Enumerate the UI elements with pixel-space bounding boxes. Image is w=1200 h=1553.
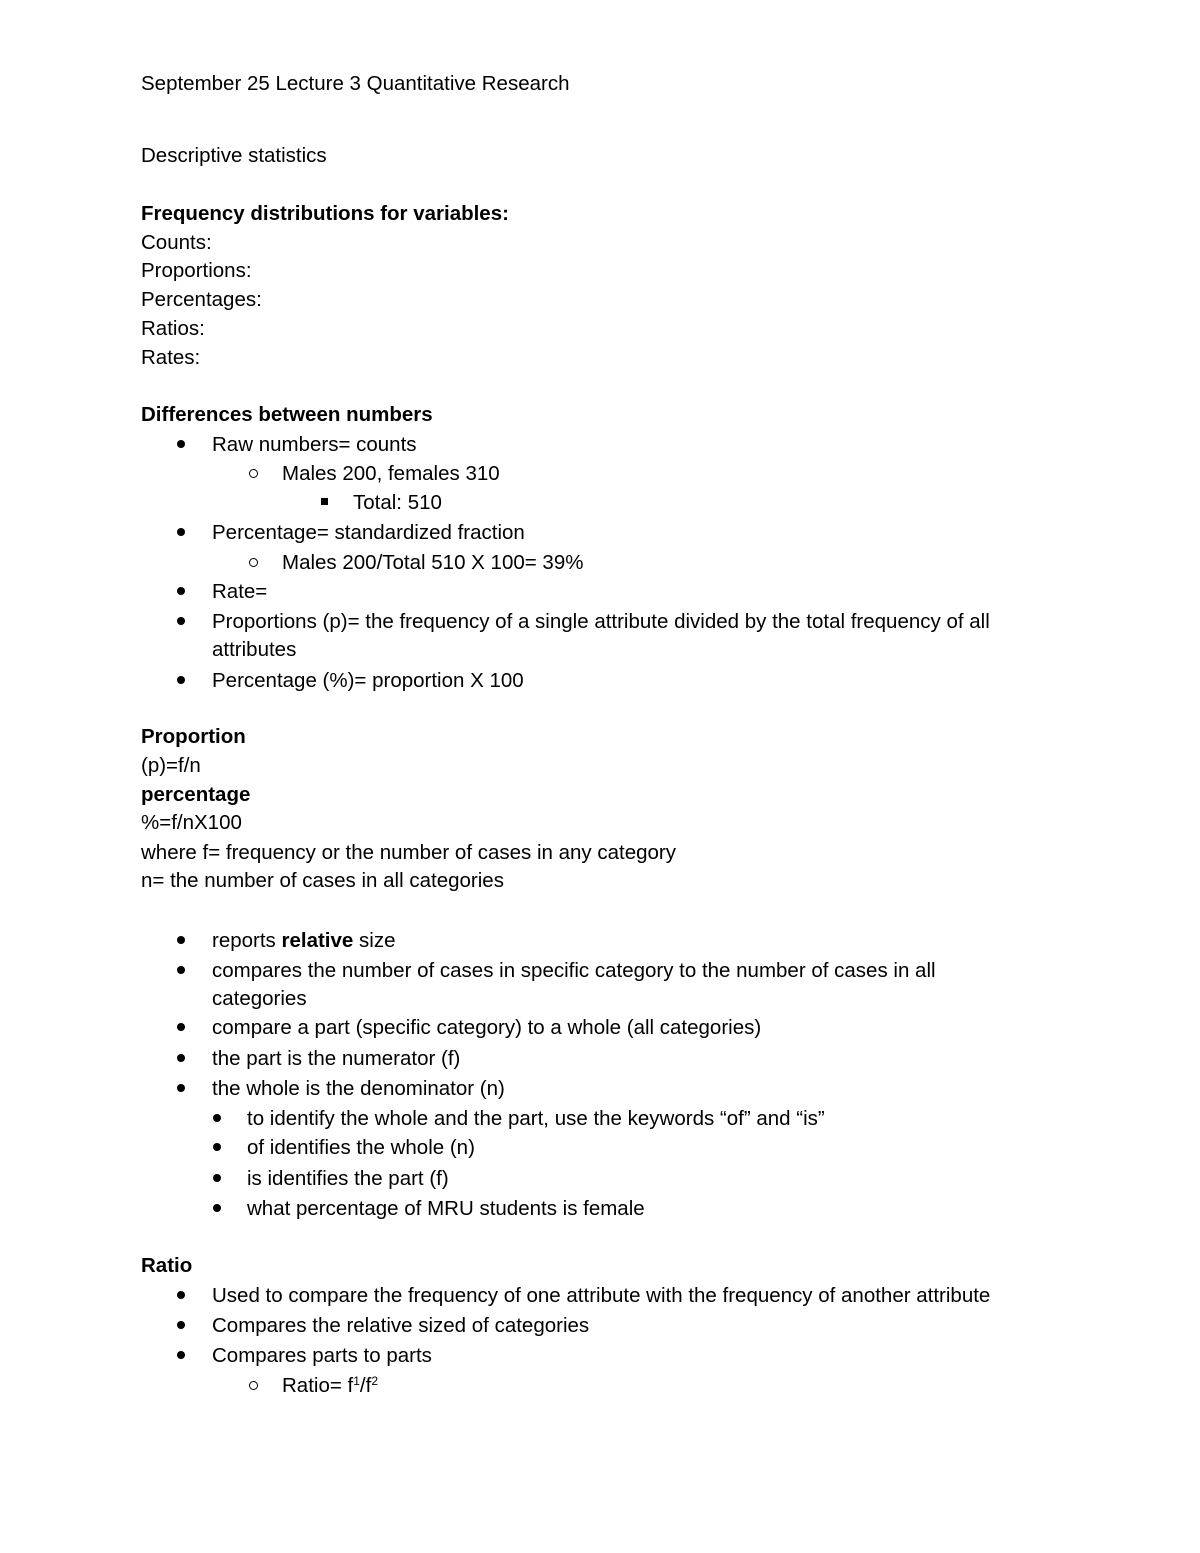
circle-bullet-icon	[249, 469, 258, 478]
list-item-example: what percentage of MRU students is female	[247, 1197, 645, 1220]
bullet-icon	[177, 1054, 185, 1062]
list-item-of: of identifies the whole (n)	[247, 1136, 475, 1159]
bullet-icon	[177, 966, 185, 974]
page-title: September 25 Lecture 3 Quantitative Research	[141, 72, 570, 95]
list-item-reports: reports relative size	[212, 929, 396, 952]
bullet-icon	[177, 676, 185, 684]
bullet-icon	[177, 1023, 185, 1031]
list-item-part-whole: compare a part (specific category) to a whole (all categories)	[212, 1016, 762, 1039]
list-item-denominator: the whole is the denominator (n)	[212, 1077, 505, 1100]
bullet-icon	[213, 1174, 221, 1182]
percentage-formula: %=f/nX100	[141, 811, 242, 834]
bullet-icon	[177, 617, 185, 625]
list-item-raw: Raw numbers= counts	[212, 433, 417, 456]
bullet-icon	[177, 1351, 185, 1359]
bullet-icon	[177, 440, 185, 448]
freq-counts: Counts:	[141, 231, 212, 254]
circle-bullet-icon	[249, 558, 258, 567]
heading-proportion: Proportion	[141, 725, 246, 748]
list-item-proportions: Proportions (p)= the frequency of a single attribute divided by the total frequency of all	[212, 610, 990, 633]
bullet-icon	[177, 1321, 185, 1329]
bullet-icon	[213, 1204, 221, 1212]
list-item-males-calc: Males 200/Total 510 X 100= 39%	[282, 551, 584, 574]
bullet-icon	[213, 1143, 221, 1151]
list-item-ratio-parts: Compares parts to parts	[212, 1344, 432, 1367]
list-item-ratio-used: Used to compare the frequency of one attribute with the frequency of another attribute	[212, 1284, 991, 1307]
proportion-formula: (p)=f/n	[141, 754, 201, 777]
freq-ratios: Ratios:	[141, 317, 205, 340]
heading-differences: Differences between numbers	[141, 403, 433, 426]
freq-proportions: Proportions:	[141, 259, 252, 282]
freq-rates: Rates:	[141, 346, 201, 369]
list-item-numerator: the part is the numerator (f)	[212, 1047, 461, 1070]
bullet-icon	[177, 587, 185, 595]
list-item-proportions-cont: attributes	[212, 638, 297, 661]
circle-bullet-icon	[249, 1381, 258, 1390]
list-item-compares-cont: categories	[212, 987, 307, 1010]
heading-frequency: Frequency distributions for variables:	[141, 202, 509, 225]
list-item-ratio-relative: Compares the relative sized of categories	[212, 1314, 590, 1337]
list-item-rate: Rate=	[212, 580, 268, 603]
heading-ratio: Ratio	[141, 1254, 193, 1277]
list-item-keywords: to identify the whole and the part, use the keywords “of” and “is”	[247, 1107, 825, 1130]
square-bullet-icon	[321, 498, 328, 505]
list-item-percentage: Percentage= standardized fraction	[212, 521, 525, 544]
where-f-text: where f= frequency or the number of cases in any category	[141, 841, 677, 864]
list-item-total: Total: 510	[353, 491, 442, 514]
bullet-icon	[177, 1084, 185, 1092]
list-item-compares: compares the number of cases in specific category to the number of cases in all	[212, 959, 936, 982]
bullet-icon	[177, 936, 185, 944]
bullet-icon	[177, 528, 185, 536]
list-item-is: is identifies the part (f)	[247, 1167, 449, 1190]
list-item-ratio-formula: Ratio= $f^1/f^2$	[282, 1374, 379, 1397]
bullet-icon	[213, 1114, 221, 1122]
list-item-percentage-formula: Percentage (%)= proportion X 100	[212, 669, 524, 692]
heading-percentage: percentage	[141, 783, 251, 806]
bullet-icon	[177, 1291, 185, 1299]
list-item-males: Males 200, females 310	[282, 462, 500, 485]
freq-percentages: Percentages:	[141, 288, 262, 311]
section-descriptive: Descriptive statistics	[141, 144, 327, 167]
where-n-text: n= the number of cases in all categories	[141, 869, 504, 892]
